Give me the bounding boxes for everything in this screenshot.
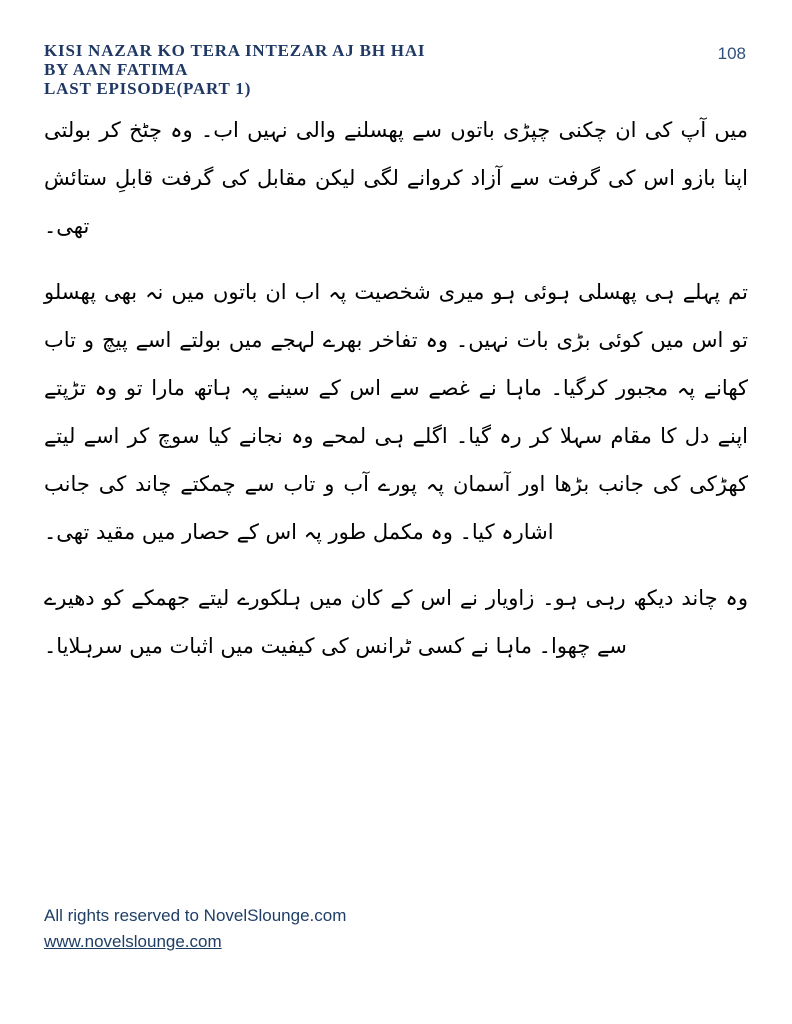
urdu-paragraph-3: وہ چاند دیکھ رہی ہو۔ زاویار نے اس کے کان میں ہلکورے لیتے جھمکے کو دھیرے سے چھوا۔ ماہا نے کسی ٹرانس کی کیفیت میں اثبات میں سرہلایا۔ <box>44 586 748 658</box>
author-line: BY AAN FATIMA <box>44 60 189 79</box>
story-text <box>44 106 748 688</box>
copyright-text: All rights reserved to NovelSlounge.com <box>44 906 347 925</box>
website-link[interactable]: www.novelslounge.com <box>44 932 222 951</box>
urdu-paragraph-2: تم پہلے ہی پھسلی ہوئی ہو میری شخصیت پہ اب ان باتوں میں نہ بھی پھسلو تو اس میں کوئی بڑی بات نہیں۔ وہ تفاخر بھرے لہجے میں بولتے اسے پیچ و تاب کھانے پہ مجبور کرگیا۔ ماہا نے غصے سے اس کے سینے پہ ہاتھ مارا تو وہ تڑپتے اپنے دل کا مقام سہلا کر رہ گیا۔ اگلے ہی لمحے وہ نجانے کیا سوچ کر اسے لیتے کھڑکی کی جانب بڑھا اور آسمان پہ پورے آب و تاب سے چمکتے چاند کی جانب اشارہ کیا۔ وہ مکمل طور پہ اس کے حصار میں مقید تھی۔ <box>44 280 748 544</box>
novel-title: KISI NAZAR KO TERA INTEZAR AJ BH HAI <box>44 41 426 60</box>
page-header <box>44 41 692 98</box>
page-number: 108 <box>717 44 746 63</box>
episode-line: LAST EPISODE(PART 1) <box>44 79 252 98</box>
urdu-paragraph-1: میں آپ کی ان چکنی چپڑی باتوں سے پھسلنے والی نہیں اب۔ وہ چٹخ کر بولتی اپنا بازو اس کی گرفت سے آزاد کروانے لگی لیکن مقابل کی گرفت قابلِ ستائش تھی۔ <box>44 118 748 238</box>
page-footer <box>44 903 346 955</box>
